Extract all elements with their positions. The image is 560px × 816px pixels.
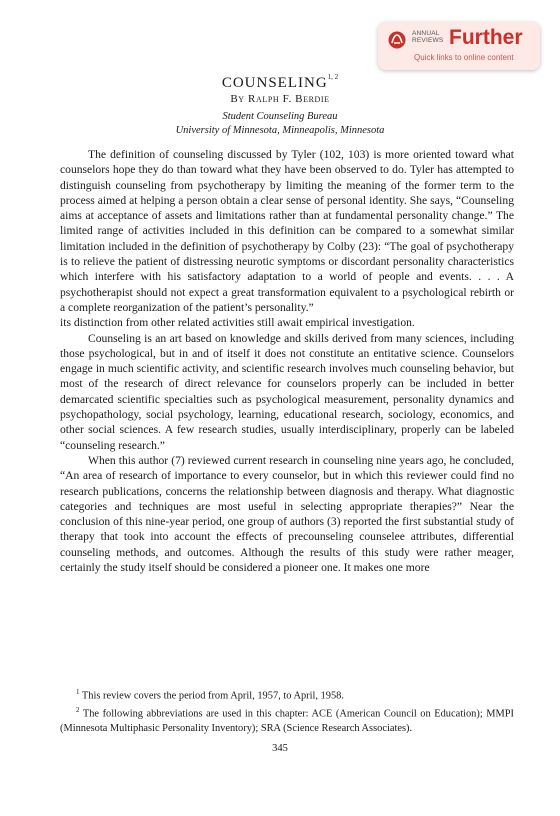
annual-reviews-logo-icon [388,31,406,49]
article-title: COUNSELING$^{1, 2}$ [221,73,339,91]
affiliation: Student Counseling Bureau University of Minnesota, Minneapolis, Minnesota [175,111,385,136]
footnotes [60,685,514,736]
article-body [60,147,514,575]
title-footnote-refs: 1, 2 [327,73,339,81]
publisher-name: ANNUAL REVIEWS [412,30,444,44]
paragraph: its distinction from other related activities still await empirical investigation. [60,316,415,330]
page-number: 345 [272,743,288,754]
footnote: $^1$ This review covers the period from April, 1957, to April, 1958. [76,688,344,702]
footnote: $^2$ The following abbreviations are used in this chapter: ACE (American Council on Education); MMPI (Minnesota Multiphasic Personality Inventory); SRA (Science Research Associates). [60,706,514,734]
paragraph: When this author (7) reviewed current research in counseling nine years ago, he concluded, “An area of research of importance to every counselor, but in which this reviewer could find no research publications, concerns the relationship between diagnosis and therapy. What diagnostic categories and techniques are most useful in selecting appropriate therapies?” Near the conclusion of this nine-year period, one group of authors (3) reported the first substantial study of therapy that took into account the effects of precounseling counselee attributes, differential counseling methods, and outcomes. Although the results of this study were rather meager, certainly the study itself should be considered a pioneer one. It makes one more [60,453,514,575]
further-label: Further [449,26,523,49]
further-subtitle: Quick links to online content [414,53,514,62]
author-name: Ralph F. Berdie [248,93,330,105]
further-badge[interactable] [378,22,540,70]
paragraph: Counseling is an art based on knowledge and skills derived from many sciences, including those psychological, but in and of itself it does not constitute an entitative science. Counselors engage in much scientific activity, and scientific research involves much counseling behavior, but most of the research of direct relevance for counselors properly can be included in better demarcated scientific specialties such as psychological measurement, personality dynamics and psychopathology, social psychology, learning, educational research, sociology, economics, and other social sciences. A few research studies, usually interdisciplinary, properly can be labeled “counseling research.” [60,331,514,452]
author-line: By Ralph F. Berdie [230,93,330,105]
paragraph: The definition of counseling discussed by Tyler (102, 103) is more oriented toward what counselors hope they do than toward what they have been observed to do. Tyler has attempted to distinguish counseling from psychotherapy by limiting the meaning of the former term to the process aimed at helping a person obtain a clear sense of personal identity. She says, “Counseling aims at acceptance of assets and limitations rather than at fundamental personality change.” The limited range of activities included in this definition can be compared to a somewhat similar limitation included in the definition of psychotherapy by Colby (23): “The goal of psychotherapy is to relieve the patient of distressing neurotic symptoms or discordant personality characteristics which interfere with his satisfactory adaptation to a world of people and events. . . . A psychotherapist should not expect a great transformation equivalent to a psychological rebirth or a complete reorganization of the patient’s personality.” [60,148,514,314]
